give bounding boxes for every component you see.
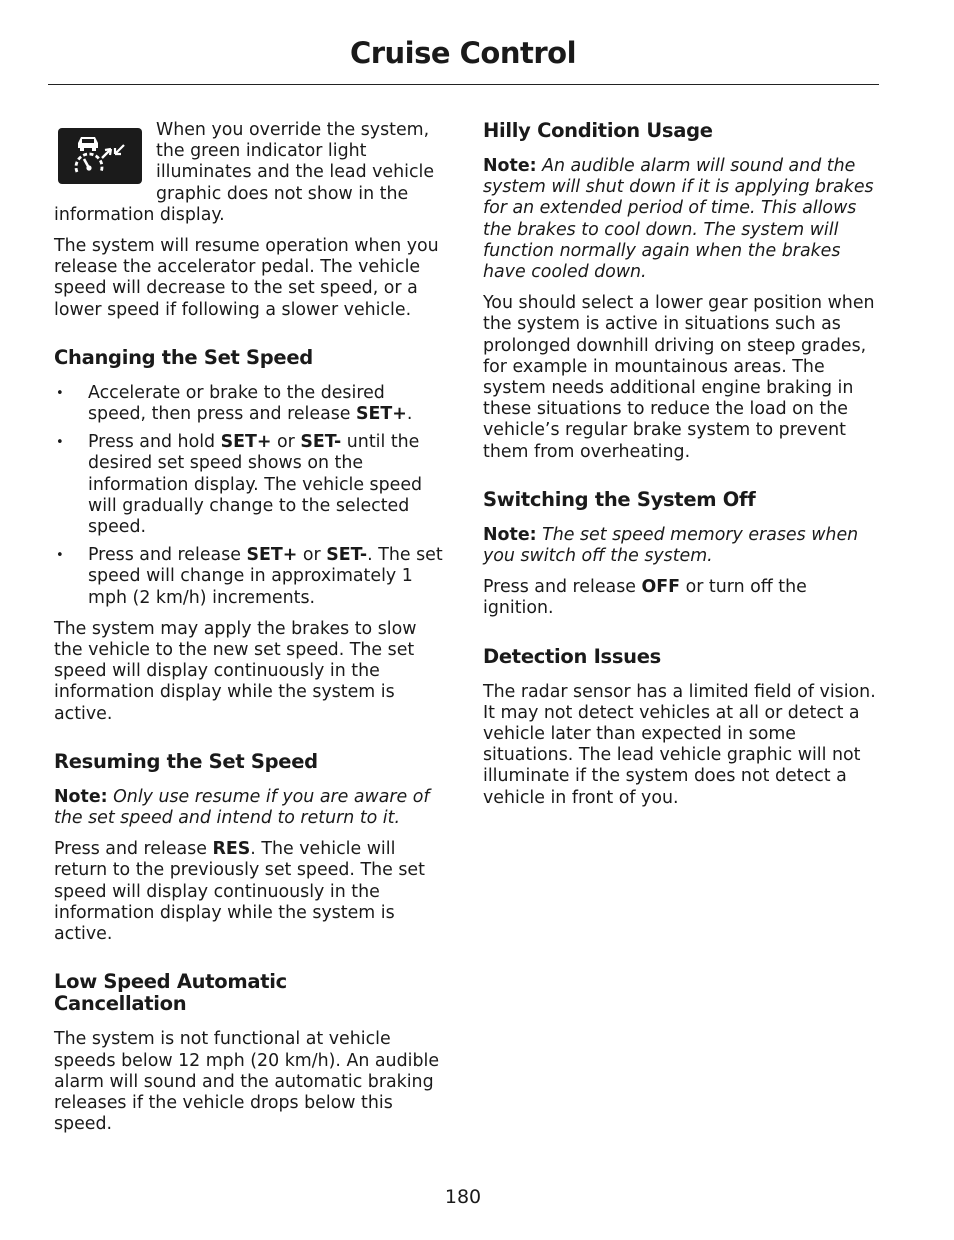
heading-changing-set-speed: Changing the Set Speed: [54, 345, 313, 369]
cruise-control-indicator-icon: [58, 128, 142, 184]
list-item: • Press and release SET+ or SET-. The set speed will change in approximately 1 mph (2 km/h) increments.: [54, 545, 446, 609]
page-title: Cruise Control: [349, 36, 577, 70]
heading-hilly-condition: Hilly Condition Usage: [483, 119, 713, 142]
right-column: [483, 120, 878, 819]
hilly-paragraph: You should select a lower gear position when the system is active in situations such as prolonged downhill driving on steep grades, for example in mountainous areas. The system needs additional engine braking in these situations to reduce the load on the vehicle’s regular brake system to prevent them from overheating.: [483, 293, 875, 462]
resuming-note: Note: Only use resume if you are aware of the set speed and intend to return to it.: [54, 786, 430, 829]
left-column: [54, 120, 446, 1145]
switching-paragraph: Press and release OFF or turn off the ignition.: [483, 577, 807, 619]
list-item: • Accelerate or brake to the desired speed, then press and release SET+.: [54, 383, 446, 425]
heading-low-speed-cancellation: Low Speed Automatic Cancellation: [54, 970, 287, 1016]
changing-paragraph: The system may apply the brakes to slow the vehicle to the new set speed. The set speed will display continuously in the information display while the system is active.: [54, 618, 417, 724]
section-detection-issues: [483, 646, 878, 809]
list-item: • Press and hold SET+ or SET- until the desired set speed shows on the information display. The vehicle speed will gradually change to the selected speed.: [54, 432, 446, 538]
switching-note: Note: The set speed memory erases when you switch off the system.: [483, 524, 859, 567]
detection-paragraph: The radar sensor has a limited field of vision. It may not detect vehicles at all or detect a vehicle later than expected in some situations. The lead vehicle graphic will not illuminate if the system does not detect a vehicle in front of you.: [483, 681, 876, 808]
section-resuming-set-speed: [54, 751, 446, 945]
resume-operation-text: The system will resume operation when you release the accelerator pedal. The vehicle speed will decrease to the set speed, or a lower speed if following a slower vehicle.: [54, 236, 439, 320]
heading-detection-issues: Detection Issues: [483, 644, 661, 668]
header-rule: [48, 84, 879, 85]
hilly-note: Note: An audible alarm will sound and the system will shut down if it is applying brakes for an extended period of time. This allows the brakes to cool down. The system will function normally again when the brakes have cooled down.: [483, 156, 874, 283]
section-hilly-condition: [483, 120, 878, 463]
intro-block: [54, 120, 446, 236]
heading-switching-off: Switching the System Off: [483, 487, 756, 511]
page-number: 180: [444, 1186, 482, 1208]
low-speed-paragraph: The system is not functional at vehicle speeds below 12 mph (20 km/h). An audible alarm will sound and the automatic braking releases if the vehicle drops below this speed.: [54, 1029, 440, 1135]
changing-bullet-list: [54, 383, 446, 609]
resuming-paragraph: Press and release RES. The vehicle will return to the previously set speed. The set speed will display continuously in the information display while the system is active.: [54, 839, 425, 945]
section-changing-set-speed: [54, 347, 446, 725]
section-switching-off: [483, 489, 878, 620]
section-low-speed-cancellation: [54, 971, 446, 1135]
heading-resuming-set-speed: Resuming the Set Speed: [54, 749, 318, 773]
intro-text: When you override the system, the green indicator light illuminates and the lead vehicle graphic does not show in the information display.: [54, 120, 435, 225]
